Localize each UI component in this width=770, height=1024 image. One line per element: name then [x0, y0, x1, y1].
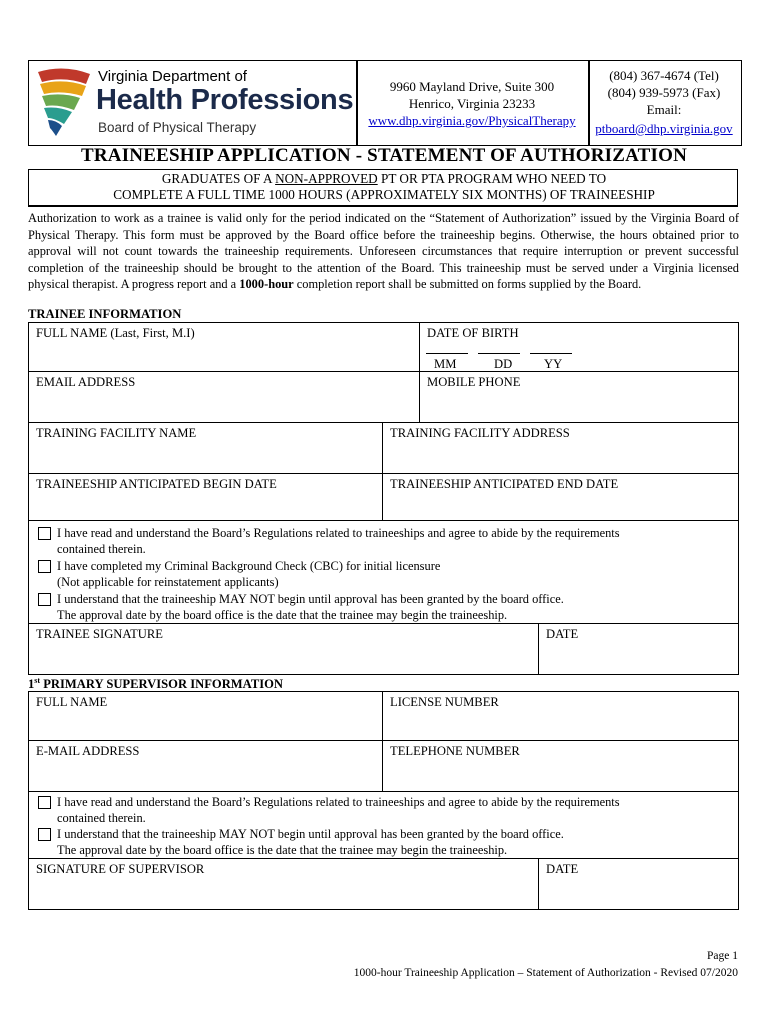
training-facility-address-field[interactable]: TRAINING FACILITY ADDRESS	[382, 422, 739, 474]
logo-line1: Virginia Department of	[98, 68, 247, 85]
trainee-dob-field[interactable]: DATE OF BIRTH	[419, 322, 739, 372]
page-number: Page 1	[707, 950, 738, 962]
supervisor-regulations-text: I have read and understand the Board’s Regulations related to traineeships and agree to abide by the requirements contained therein.	[57, 795, 620, 825]
subtitle-line2: COMPLETE A FULL TIME 1000 HOURS (APPROXIMATELY SIX MONTHS) OF TRAINEESHIP	[113, 187, 655, 202]
trainee-regulations-checkbox[interactable]	[38, 527, 51, 540]
cbc-checkbox[interactable]	[38, 560, 51, 573]
footer-doc-info: 1000-hour Traineeship Application – Statement of Authorization - Revised 07/2020	[353, 967, 738, 979]
email-label: Email:	[646, 102, 682, 117]
logo-line2: Health Professions	[96, 84, 354, 116]
intro-paragraph: Authorization to work as a trainee is valid only for the period indicated on the “Statement of Authorization” issued by the Virginia Board of Physical Therapy. This form must be approved by the Board office before the traineeship begins. Otherwise, the hours obtained prior to approval will not count towards the traineeship requirements. Unforeseen circumstances that require interruption or prevent successful completion of the traineeship should be brought to the attention of the Board. This traineeship must be served under a Virginia licensed physical therapist. A progress report and a 1000-hour completion report shall be submitted on forms supplied by the Board.	[28, 211, 739, 291]
tel: (804) 367-4674 (Tel)	[609, 68, 719, 83]
supervisor-license-field[interactable]: LICENSE NUMBER	[382, 691, 739, 741]
training-facility-name-field[interactable]: TRAINING FACILITY NAME	[28, 422, 383, 474]
dob-mm-label: MM	[434, 357, 457, 371]
begin-date-field[interactable]: TRAINEESHIP ANTICIPATED BEGIN DATE	[28, 473, 383, 521]
subtitle-line1: GRADUATES OF A NON-APPROVED PT OR PTA PROGRAM WHO NEED TO	[161, 171, 607, 186]
trainee-regulations-text: I have read and understand the Board’s Regulations related to traineeships and agree to abide by the requirements contained therein.	[57, 526, 620, 556]
contact-block	[588, 67, 740, 137]
footer	[200, 948, 738, 982]
supervisor-phone-field[interactable]: TELEPHONE NUMBER	[382, 740, 739, 792]
supervisor-signature-field[interactable]: SIGNATURE OF SUPERVISOR	[28, 858, 539, 910]
dob-mm-line	[426, 353, 468, 354]
trainee-date-field[interactable]: DATE	[538, 623, 739, 675]
supervisor-email-field[interactable]: E-MAIL ADDRESS	[28, 740, 383, 792]
website-link[interactable]: www.dhp.virginia.gov/PhysicalTherapy	[368, 113, 576, 128]
supervisor-regulations-checkbox[interactable]	[38, 796, 51, 809]
page-title: TRAINEESHIP APPLICATION - STATEMENT OF AUTHORIZATION	[80, 145, 687, 166]
address-line2: Henrico, Virginia 23233	[408, 96, 536, 111]
dob-dd-line	[478, 353, 520, 354]
trainee-signature-field[interactable]: TRAINEE SIGNATURE	[28, 623, 539, 675]
trainee-approval-checkbox[interactable]	[38, 593, 51, 606]
trainee-section-title: TRAINEE INFORMATION	[28, 307, 182, 321]
supervisor-full-name-field[interactable]: FULL NAME	[28, 691, 383, 741]
address-line1: 9960 Mayland Drive, Suite 300	[389, 79, 555, 94]
dob-yy-line	[530, 353, 572, 354]
cbc-text: I have completed my Criminal Background Check (CBC) for initial licensure (Not applicable for reinstatement applicants)	[57, 559, 441, 589]
supervisor-section-title: 1st PRIMARY SUPERVISOR INFORMATION	[28, 676, 284, 692]
logo-line3: Board of Physical Therapy	[98, 120, 257, 135]
trainee-approval-text: I understand that the traineeship MAY NOT begin until approval has been granted by the board office. The approval date by the board office is the date that the trainee may begin the traineeship.	[57, 592, 564, 622]
end-date-field[interactable]: TRAINEESHIP ANTICIPATED END DATE	[382, 473, 739, 521]
dhp-logo	[34, 64, 94, 140]
trainee-email-field[interactable]: EMAIL ADDRESS	[28, 371, 420, 423]
dob-yy-label: YY	[544, 357, 563, 371]
fax: (804) 939-5973 (Fax)	[607, 85, 721, 100]
supervisor-approval-text: I understand that the traineeship MAY NOT begin until approval has been granted by the board office. The approval date by the board office is the date that the trainee may begin the traineeship.	[57, 827, 564, 857]
address-block	[356, 78, 588, 129]
email-link[interactable]: ptboard@dhp.virginia.gov	[595, 121, 733, 136]
subtitle	[28, 171, 740, 203]
dhp-logo-icon	[34, 64, 94, 140]
supervisor-approval-checkbox[interactable]	[38, 828, 51, 841]
dob-dd-label: DD	[494, 357, 513, 371]
trainee-full-name-field[interactable]: FULL NAME (Last, First, M.I)	[28, 322, 420, 372]
trainee-mobile-field[interactable]: MOBILE PHONE	[419, 371, 739, 423]
supervisor-date-field[interactable]: DATE	[538, 858, 739, 910]
